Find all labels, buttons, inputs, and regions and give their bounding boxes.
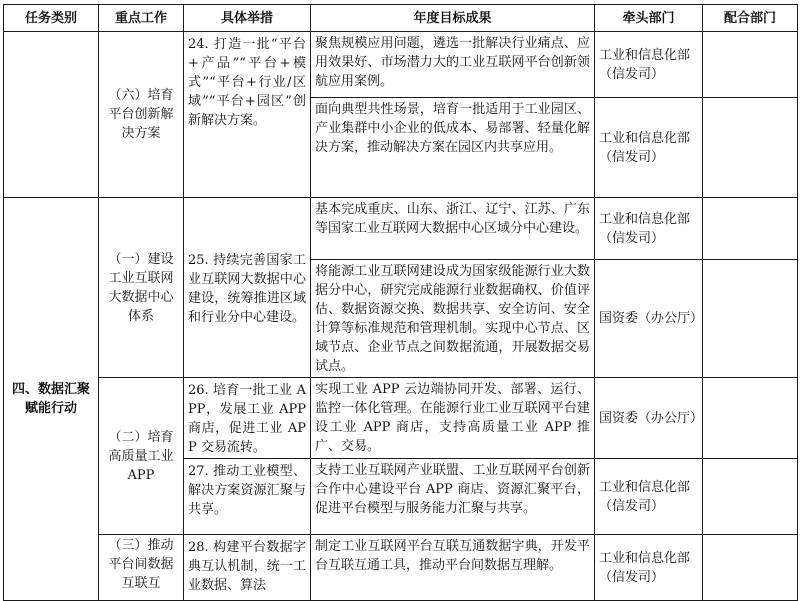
goal-cell: 面向典型共性场景，培育一批适用于工业园区、产业集群中小企业的低成本、易部署、轻量化解决方案，推动解决方案在园区内共享应用。	[311, 98, 595, 198]
focus-work-cell: （一）建设工业互联网大数据中心体系	[99, 198, 184, 378]
table-row	[4, 535, 798, 601]
measure-cell: 27. 推动工业模型、解决方案资源汇聚与共享。	[184, 459, 311, 535]
task-category-cell: 四、数据汇聚赋能行动	[4, 198, 99, 601]
lead-department-cell: 工业和信息化部（信发司）	[595, 98, 703, 198]
header-cooperating-department: 配合部门	[703, 5, 798, 32]
lead-department-cell: 国资委（办公厅）	[595, 378, 703, 459]
goal-cell: 制定工业互联网平台互联互通数据字典，开发平台互联互通工具，推动平台间数据互理解。	[311, 535, 595, 601]
focus-work-cell: （二）培育高质量工业 APP	[99, 378, 184, 535]
cooperating-department-cell	[703, 198, 798, 260]
cooperating-department-cell	[703, 260, 798, 378]
table-row	[4, 378, 798, 459]
goal-cell: 实现工业 APP 云边端协同开发、部署、运行、监控一体化管理。在能源行业工业互联网平台建设工业 APP 商店，支持高质量工业 APP 推广、交易。	[311, 378, 595, 459]
focus-work-cell: （三）推动平台间数据互联互	[99, 535, 184, 601]
cooperating-department-cell	[703, 98, 798, 198]
lead-department-cell: 工业和信息化部（信发司）	[595, 198, 703, 260]
measure-cell: 25. 持续完善国家工业互联网大数据中心建设，统筹推进区域和行业分中心建设。	[184, 198, 311, 378]
task-category-cell	[4, 32, 99, 198]
lead-department-cell: 工业和信息化部（信发司）	[595, 32, 703, 98]
cooperating-department-cell	[703, 535, 798, 601]
lead-department-cell: 工业和信息化部（信发司）	[595, 459, 703, 535]
table-row	[4, 198, 798, 260]
lead-department-cell: 工业和信息化部（信发司）	[595, 535, 703, 601]
header-specific-measures: 具体举措	[184, 5, 311, 32]
measure-cell: 28. 构建平台数据字典互认机制，统一工业数据、算法	[184, 535, 311, 601]
goal-cell: 聚焦规模应用问题，遴选一批解决行业痛点、应用效果好、市场潜力大的工业互联网平台创新领航应用案例。	[311, 32, 595, 98]
cooperating-department-cell	[703, 32, 798, 98]
task-table	[3, 4, 798, 601]
measure-cell: 24. 打造一批“平台+产品”“平台+模式”“平台+行业/区域”“平台+园区”创新解决方案。	[184, 32, 311, 198]
table-row	[4, 32, 798, 98]
header-row	[4, 5, 798, 32]
header-annual-goals: 年度目标成果	[311, 5, 595, 32]
cooperating-department-cell	[703, 459, 798, 535]
goal-cell: 基本完成重庆、山东、浙江、辽宁、江苏、广东等国家工业互联网大数据中心区域分中心建设。	[311, 198, 595, 260]
goal-cell: 支持工业互联网产业联盟、工业互联网平台创新合作中心建设平台 APP 商店、资源汇聚平台，促进平台模型与服务能力汇聚与共享。	[311, 459, 595, 535]
header-task-category: 任务类别	[4, 5, 99, 32]
focus-work-cell: （六）培育平台创新解决方案	[99, 32, 184, 198]
lead-department-cell: 国资委（办公厅）	[595, 260, 703, 378]
header-lead-department: 牵头部门	[595, 5, 703, 32]
header-focus-work: 重点工作	[99, 5, 184, 32]
goal-cell: 将能源工业互联网建设成为国家级能源行业大数据分中心，研究完成能源行业数据确权、价值评估、数据资源交换、数据共享、安全访问、安全计算等标准规范和管理机制。实现中心节点、区域节点、企业节点之间数据流通，开展数据交易试点。	[311, 260, 595, 378]
measure-cell: 26. 培育一批工业 APP，发展工业 APP 商店，促进工业 APP 交易流转。	[184, 378, 311, 459]
cooperating-department-cell	[703, 378, 798, 459]
